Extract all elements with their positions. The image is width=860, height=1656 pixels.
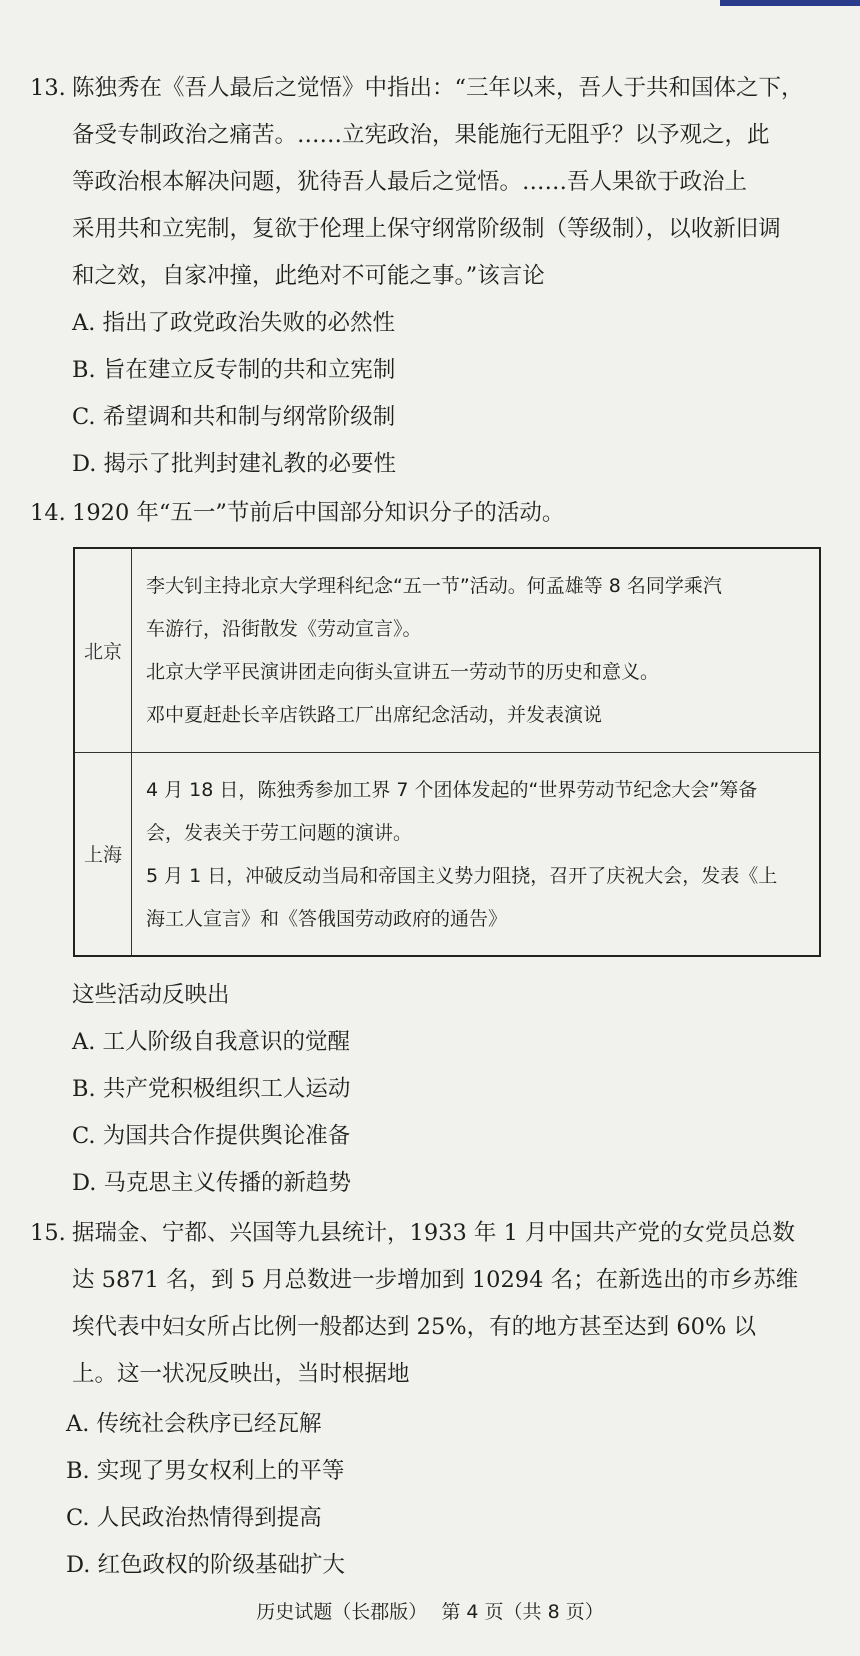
stem-line: 上。这一状况反映出，当时根据地	[72, 1361, 410, 1387]
question-13-stem	[30, 65, 830, 300]
stem-line: 和之效，自家冲撞，此绝对不可能之事。”该言论	[72, 263, 545, 289]
content-cell	[132, 752, 821, 956]
place-cell: 上海	[74, 752, 132, 956]
page-footer	[0, 1597, 860, 1624]
footer-subject: 历史试题（长郡版）	[256, 1601, 428, 1623]
option-d[interactable]: D. 红色政权的阶级基础扩大	[66, 1552, 346, 1578]
place-cell: 北京	[74, 548, 132, 752]
question-number: 14.	[30, 500, 66, 526]
option-b[interactable]: B. 共产党积极组织工人运动	[72, 1076, 351, 1102]
stem-line: 备受专制政治之痛苦。……立宪政治，果能施行无阻乎？以予观之，此	[72, 122, 770, 148]
corner-color-mark	[720, 0, 860, 6]
table-line: 会，发表关于劳工问题的演讲。	[146, 821, 413, 844]
question-15	[30, 1210, 830, 1398]
question-14-prompt: 这些活动反映出	[72, 982, 230, 1008]
table-row	[74, 548, 820, 752]
question-number: 13.	[30, 75, 66, 101]
stem-line: 埃代表中妇女所占比例一般都达到 25%，有的地方甚至达到 60% 以	[72, 1314, 756, 1340]
question-number: 15.	[30, 1220, 66, 1246]
table-line: 邓中夏赶赴长辛店铁路工厂出席纪念活动，并发表演说	[146, 704, 603, 727]
option-c[interactable]: C. 人民政治热情得到提高	[66, 1505, 322, 1531]
question-15-stem	[30, 1210, 830, 1398]
stem-line: 陈独秀在《吾人最后之觉悟》中指出：“三年以来，吾人于共和国体之下，	[72, 75, 804, 101]
stem-line: 等政治根本解决问题，犹待吾人最后之觉悟。……吾人果欲于政治上	[72, 169, 748, 195]
option-a[interactable]: A. 指出了政党政治失败的必然性	[72, 310, 396, 336]
option-b[interactable]: B. 旨在建立反专制的共和立宪制	[72, 357, 396, 383]
table-line: 5 月 1 日，冲破反动当局和帝国主义势力阻挠，召开了庆祝大会，发表《上	[146, 864, 778, 887]
option-a[interactable]: A. 工人阶级自我意识的觉醒	[72, 1029, 351, 1055]
table-line: 海工人宣言》和《答俄国劳动政府的通告》	[146, 907, 508, 930]
question-14	[30, 490, 830, 537]
option-d[interactable]: D. 揭示了批判封建礼教的必要性	[72, 451, 397, 477]
table-line: 车游行，沿街散发《劳动宣言》。	[146, 618, 422, 641]
option-b[interactable]: B. 实现了男女权利上的平等	[66, 1458, 345, 1484]
table-line: 李大钊主持北京大学理科纪念“五一节”活动。何孟雄等 8 名同学乘汽	[146, 575, 722, 598]
option-a[interactable]: A. 传统社会秩序已经瓦解	[66, 1411, 322, 1437]
table-row	[74, 752, 820, 956]
table-line: 4 月 18 日，陈独秀参加工界 7 个团体发起的“世界劳动节纪念大会”筹备	[146, 778, 758, 801]
question-13	[30, 65, 830, 300]
stem-line: 1920 年“五一”节前后中国部分知识分子的活动。	[72, 500, 565, 526]
question-14-stem	[30, 490, 830, 537]
stem-line: 采用共和立宪制，复欲于伦理上保守纲常阶级制（等级制），以收新旧调	[72, 216, 781, 242]
stem-line: 据瑞金、宁都、兴国等九县统计，1933 年 1 月中国共产党的女党员总数	[72, 1220, 796, 1246]
option-c[interactable]: C. 希望调和共和制与纲常阶级制	[72, 404, 396, 430]
option-c[interactable]: C. 为国共合作提供舆论准备	[72, 1123, 351, 1149]
table-line: 北京大学平民演讲团走向街头宣讲五一劳动节的历史和意义。	[146, 661, 660, 684]
content-cell	[132, 548, 821, 752]
stem-line: 达 5871 名，到 5 月总数进一步增加到 10294 名；在新选出的市乡苏维	[72, 1267, 799, 1293]
option-d[interactable]: D. 马克思主义传播的新趋势	[72, 1170, 352, 1196]
footer-page-number: 第 4 页（共 8 页）	[441, 1601, 604, 1623]
activities-table	[73, 547, 821, 957]
